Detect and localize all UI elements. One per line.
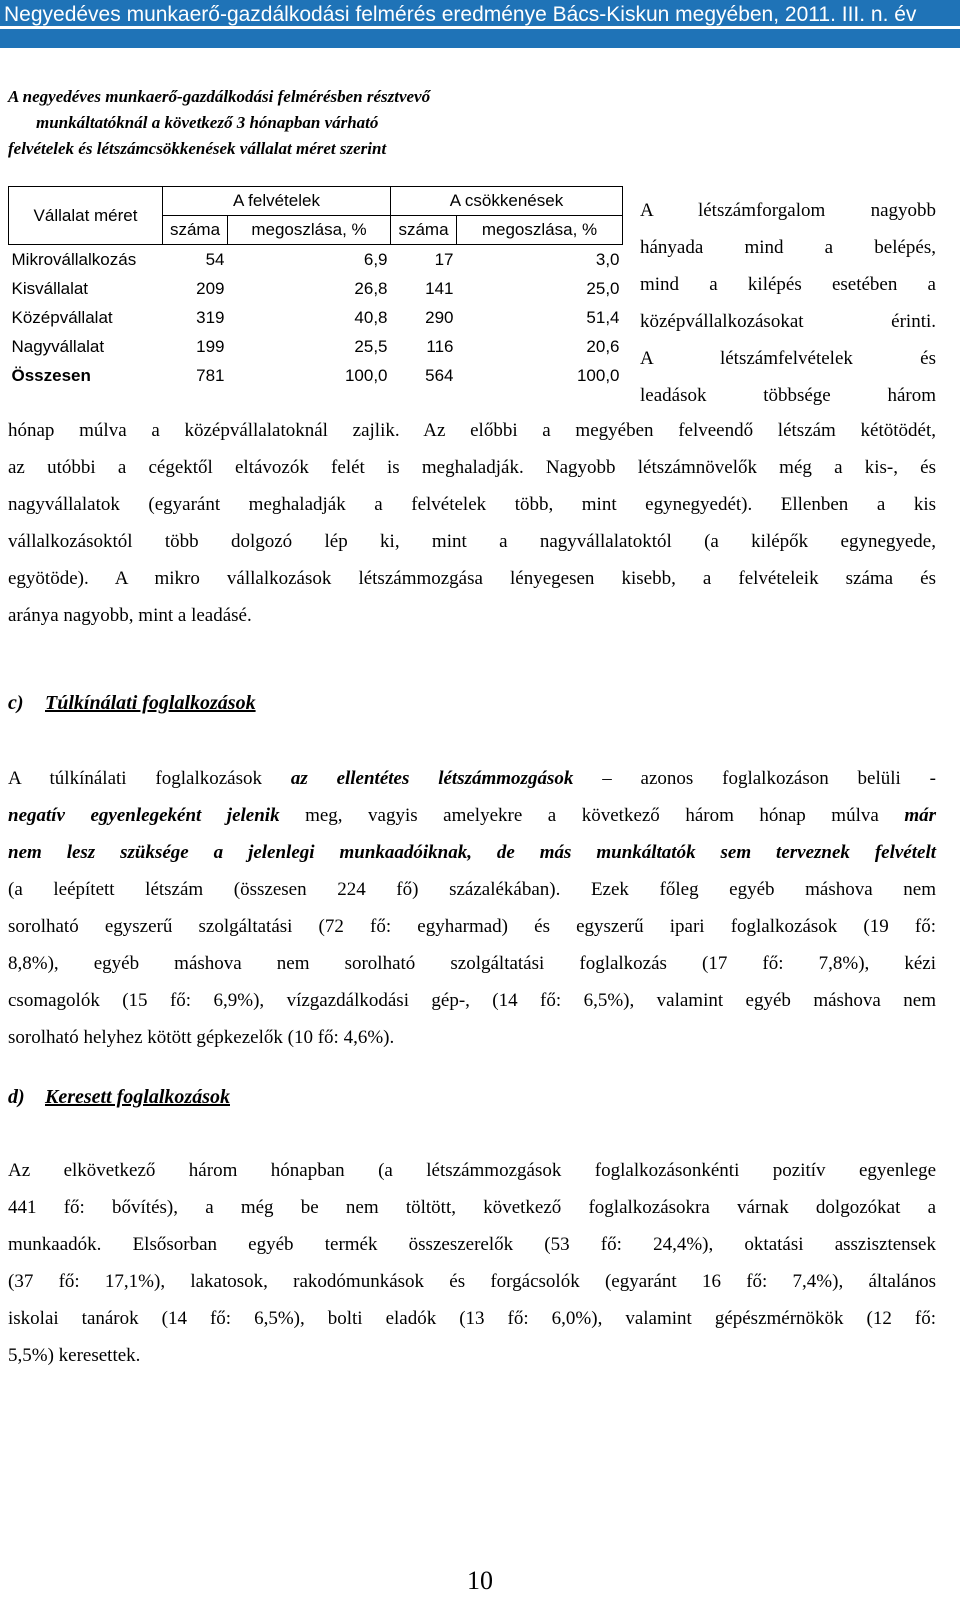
table-row — [9, 245, 623, 275]
text-line: (37 fő: 17,1%), lakatosok, rakodómunkások és forgácsolók (egyaránt 16 fő: 7,4%), általános — [8, 1271, 936, 1292]
text-line: hányada mind a belépés, — [640, 237, 936, 258]
row-label: Kisvállalat — [11, 278, 89, 298]
hiring-share: 100,0 — [344, 365, 388, 385]
emphasis-text: negatív egyenlegeként jelenik — [8, 805, 280, 826]
reduction-share: 100,0 — [576, 365, 620, 385]
body-paragraph — [8, 1152, 936, 1374]
text-line: hónap múlva a középvállalatoknál zajlik. Az előbbi a megyében felveendő létszám kétötödét, — [8, 420, 936, 441]
page-number: 10 — [467, 1566, 493, 1595]
text-line: vállalkozásoktól több dolgozó lép ki, mint a nagyvállalatoktól (a kilépők egynegyede, — [8, 531, 936, 552]
text-line — [8, 760, 936, 797]
text-run: – azonos foglalkozáson belüli - — [573, 768, 936, 789]
table-row — [9, 303, 623, 332]
text-run: meg, vagyis amelyekre a következő három hónap múlva — [279, 805, 905, 826]
hiring-count: 209 — [196, 278, 225, 298]
running-header — [0, 0, 960, 48]
hiring-count: 199 — [196, 336, 225, 356]
text-line: egyötöde). A mikro vállalkozások létszámmozgása lényegesen kisebb, a felvételeik száma és — [8, 568, 936, 589]
table-title-line: munkáltatóknál a következő 3 hónapban várható — [36, 113, 379, 132]
running-header-text: Negyedéves munkaerő-gazdálkodási felmérés eredménye Bács-Kiskun megyében, 2011. III. n. év — [4, 3, 917, 26]
hiring-count: 319 — [196, 307, 225, 327]
reduction-share: 25,0 — [586, 278, 620, 298]
section-letter: d) — [8, 1086, 25, 1108]
table-title — [0, 84, 470, 162]
col-header-hirings: A felvételek — [163, 187, 391, 216]
table-title-line: A negyedéves munkaerő-gazdálkodási felmérésben résztvevő — [8, 87, 431, 106]
body-paragraph — [8, 412, 936, 634]
section-heading-c — [8, 692, 256, 715]
text-line: sorolható helyhez kötött gépkezelők (10 fő: 4,6%). — [8, 1027, 395, 1048]
text-line: mind a kilépés esetében a — [640, 274, 936, 295]
reduction-count: 141 — [425, 278, 454, 298]
table-header-row — [9, 187, 623, 216]
hiring-share: 25,5 — [354, 336, 388, 356]
col-header-count: száma — [391, 216, 457, 245]
col-header-share: megoszlása, % — [228, 216, 391, 245]
side-paragraph — [640, 192, 936, 414]
section-heading-d — [8, 1086, 230, 1109]
text-line: A létszámforgalom nagyobb — [640, 200, 936, 221]
body-paragraph — [8, 760, 936, 1056]
reduction-count: 290 — [425, 307, 454, 327]
text-line: sorolható egyszerű szolgáltatási (72 fő: egyharmad) és egyszerű ipari foglalkozások (19 fő: — [8, 916, 936, 937]
reduction-share: 3,0 — [595, 249, 620, 269]
text-line: 5,5%) keresettek. — [8, 1345, 141, 1366]
hiring-share: 40,8 — [354, 307, 388, 327]
reduction-count: 116 — [426, 336, 454, 356]
text-line: A létszámfelvételek és — [640, 348, 936, 369]
table-row — [9, 274, 623, 303]
col-header-count: száma — [163, 216, 228, 245]
reduction-share: 20,6 — [586, 336, 620, 356]
col-header-reductions: A csökkenések — [391, 187, 623, 216]
text-line: munkaadók. Elsősorban egyéb termék összeszerelők (53 fő: 24,4%), oktatási asszisztensek — [8, 1234, 936, 1255]
row-label: Összesen — [11, 365, 91, 385]
text-line: az utóbbi a cégektől eltávozók felét is meghaladják. Nagyobb létszámnövelők még a kis-, és — [8, 457, 936, 478]
reduction-count: 17 — [434, 249, 454, 269]
hiring-count: 781 — [196, 365, 225, 385]
text-line: aránya nagyobb, mint a leadásé. — [8, 605, 252, 626]
text-line: középvállalkozásokat érinti. — [640, 311, 936, 332]
text-line — [8, 797, 936, 834]
text-line: 8,8%), egyéb máshova nem sorolható szolgáltatási foglalkozás (17 fő: 7,8%), kézi — [8, 953, 936, 974]
text-line: leadások többsége három — [640, 385, 936, 406]
table-row — [9, 332, 623, 361]
row-label: Mikrovállalkozás — [11, 249, 137, 269]
header-rule — [0, 26, 960, 29]
text-run: A túlkínálati foglalkozások — [8, 768, 291, 789]
hiring-share: 6,9 — [363, 249, 388, 269]
table-total-row — [9, 361, 623, 390]
section-title: Túlkínálati foglalkozások — [45, 692, 256, 714]
emphasis-text: az ellentétes létszámmozgások — [290, 768, 574, 789]
text-line: Az elkövetkező három hónapban (a létszámmozgások foglalkozásonkénti pozitív egyenlege — [8, 1160, 936, 1181]
text-line: csomagolók (15 fő: 6,9%), vízgazdálkodási gép-, (14 fő: 6,5%), valamint egyéb máshova nem — [8, 990, 936, 1011]
reduction-count: 564 — [425, 365, 454, 385]
text-line: iskolai tanárok (14 fő: 6,5%), bolti eladók (13 fő: 6,0%), valamint gépészmérnökök (12 fő: — [8, 1308, 936, 1329]
text-line: (a leépített létszám (összesen 224 fő) százalékában). Ezek főleg egyéb máshova nem — [8, 879, 936, 900]
section-letter: c) — [8, 692, 24, 714]
col-header-company-size: Vállalat méret — [9, 187, 163, 245]
table-title-line: felvételek és létszámcsökkenések vállalat méret szerint — [8, 139, 387, 158]
emphasis-text: már — [904, 805, 936, 826]
row-label: Középvállalat — [11, 307, 113, 327]
col-header-share: megoszlása, % — [457, 216, 623, 245]
hiring-share: 26,8 — [354, 278, 388, 298]
section-title: Keresett foglalkozások — [45, 1086, 230, 1108]
hiring-table — [8, 186, 623, 390]
hiring-count: 54 — [205, 249, 225, 269]
text-line: nem lesz szüksége a jelenlegi munkaadóiknak, de más munkáltatók sem terveznek felvételt — [8, 842, 936, 863]
text-line: 441 fő: bővítés), a még be nem töltött, következő foglalkozásokra várnak dolgozókat a — [8, 1197, 936, 1218]
reduction-share: 51,4 — [586, 307, 620, 327]
text-line: nagyvállalatok (egyaránt meghaladják a felvételek több, mint egynegyedét). Ellenben a kis — [8, 494, 936, 515]
row-label: Nagyvállalat — [11, 336, 105, 356]
